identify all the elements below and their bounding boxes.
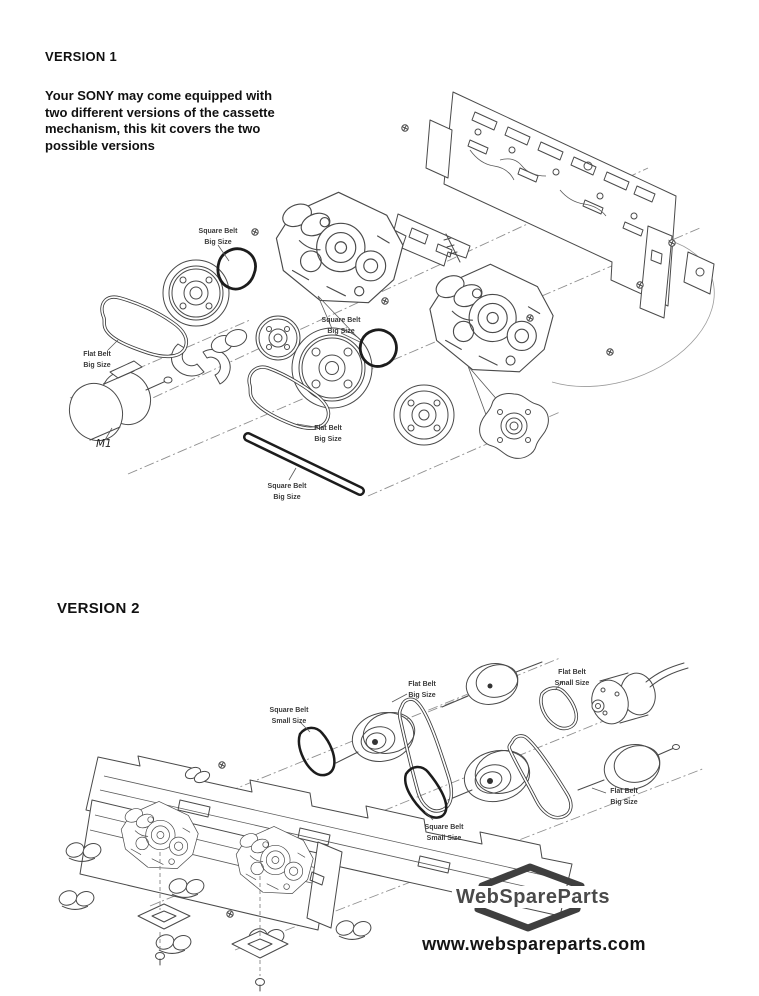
intro-line: Your SONY may come equipped with [45, 88, 273, 103]
intro-paragraph [45, 88, 275, 154]
intro-line: mechanism, this kit covers the two [45, 121, 261, 136]
intro-line: two different versions of the cassette [45, 104, 275, 120]
belt-label-flat-small: Flat Belt Small Size [554, 669, 590, 687]
belt-label-flat-big-1: Flat Belt Big Size [83, 351, 111, 369]
belt-label-square-small-2: Square Belt Small Size [424, 824, 464, 842]
version1-heading: VERSION 1 [45, 49, 118, 64]
intro-line: possible versions [45, 137, 155, 153]
belt-label-flat-big-right: Flat Belt Big Size [610, 788, 638, 806]
version2-heading: VERSION 2 [57, 600, 140, 617]
belt-label-square-big-3: Square Belt Big Size [267, 483, 307, 501]
belt-label-square-big-1: Square Belt Big Size [198, 228, 238, 246]
belt-label-square-small-1: Square Belt Small Size [269, 707, 309, 725]
belt-label-flat-big-2: Flat Belt Big Size [314, 425, 342, 443]
belt-label-square-big-2: Square Belt Big Size [321, 317, 361, 335]
motor-m1-label: M1 [96, 438, 112, 450]
website-url: www.webspareparts.com [422, 934, 646, 954]
brand-logo-text: WebSpareParts [456, 886, 610, 908]
belt-label-flat-big-top: Flat Belt Big Size [408, 681, 436, 699]
